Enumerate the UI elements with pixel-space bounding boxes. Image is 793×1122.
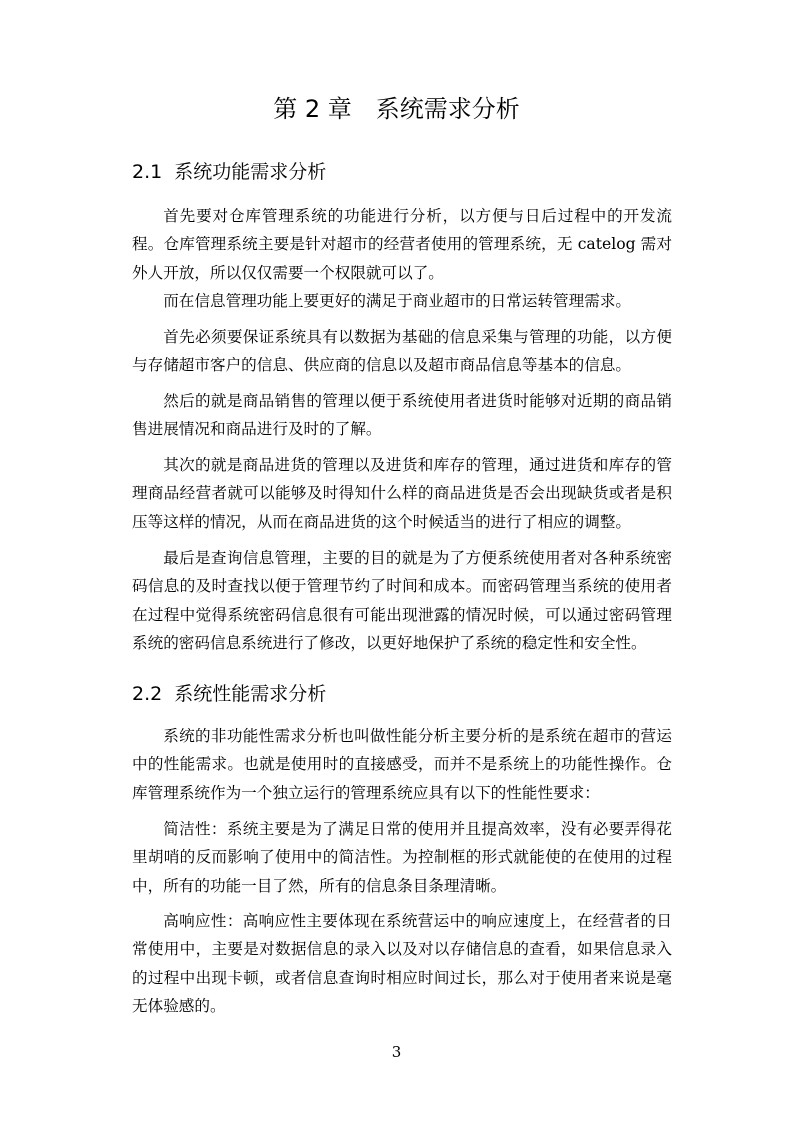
paragraph: 而在信息管理功能上要更好的满足于商业超市的日常运转管理需求。 [163, 292, 632, 310]
chapter-title: 第 2 章 系统需求分析 [273, 95, 520, 123]
paragraph: 高响应性：高响应性主要体现在系统营运中的响应速度上，在经营者的日常使用中，主要是对数据信息的录入以及对以存储信息的查看，如果信息录入的过程中出现卡顿，或者信息查询时相应时间过长，那么对于使用者来说是毫无体验感的。 [132, 912, 672, 1016]
paragraph: 简洁性：系统主要是为了满足日常的使用并且提高效率，没有必要弄得花里胡哨的反而影响了使用中的简洁性。为控制框的形式就能使的在使用的过程中，所有的功能一目了然，所有的信息条目条理清晰。 [132, 820, 672, 895]
paragraph: 最后是查询信息管理，主要的目的就是为了方便系统使用者对各种系统密码信息的及时查找以便于管理节约了时间和成本。而密码管理当系统的使用者在过程中觉得系统密码信息很有可能出现泄露的情况时候，可以通过密码管理系统的密码信息系统进行了修改，以更好地保护了系统的稳定性和安全性。 [132, 549, 672, 653]
paragraph: 其次的就是商品进货的管理以及进货和库存的管理，通过进货和库存的管理商品经营者就可以能够及时得知什么样的商品进货是否会出现缺货或者是积压等这样的情况，从而在商品进货的这个时候适当的进行了相应的调整。 [132, 456, 672, 531]
section-heading: 2.1 系统功能需求分析 [132, 161, 327, 183]
paragraph: 首先必须要保证系统具有以数据为基础的信息采集与管理的功能，以方便与存储超市客户的信息、供应商的信息以及超市商品信息等基本的信息。 [132, 328, 672, 375]
paragraph: 然后的就是商品销售的管理以便于系统使用者进货时能够对近期的商品销售进展情况和商品进行及时的了解。 [132, 392, 672, 439]
paragraph: 首先要对仓库管理系统的功能进行分析，以方便与日后过程中的开发流程。仓库管理系统主要是针对超市的经营者使用的管理系统，无 catelog 需对外人开放，所以仅仅需要一个权限就可以了。 [132, 207, 672, 282]
paragraph: 系统的非功能性需求分析也叫做性能分析主要分析的是系统在超市的营运中的性能需求。也就是使用时的直接感受，而并不是系统上的功能性操作。仓库管理系统作为一个独立运行的管理系统应具有以下的性能性要求： [132, 727, 672, 802]
page-number: 3 [391, 1043, 402, 1061]
section-heading: 2.2 系统性能需求分析 [132, 683, 327, 705]
